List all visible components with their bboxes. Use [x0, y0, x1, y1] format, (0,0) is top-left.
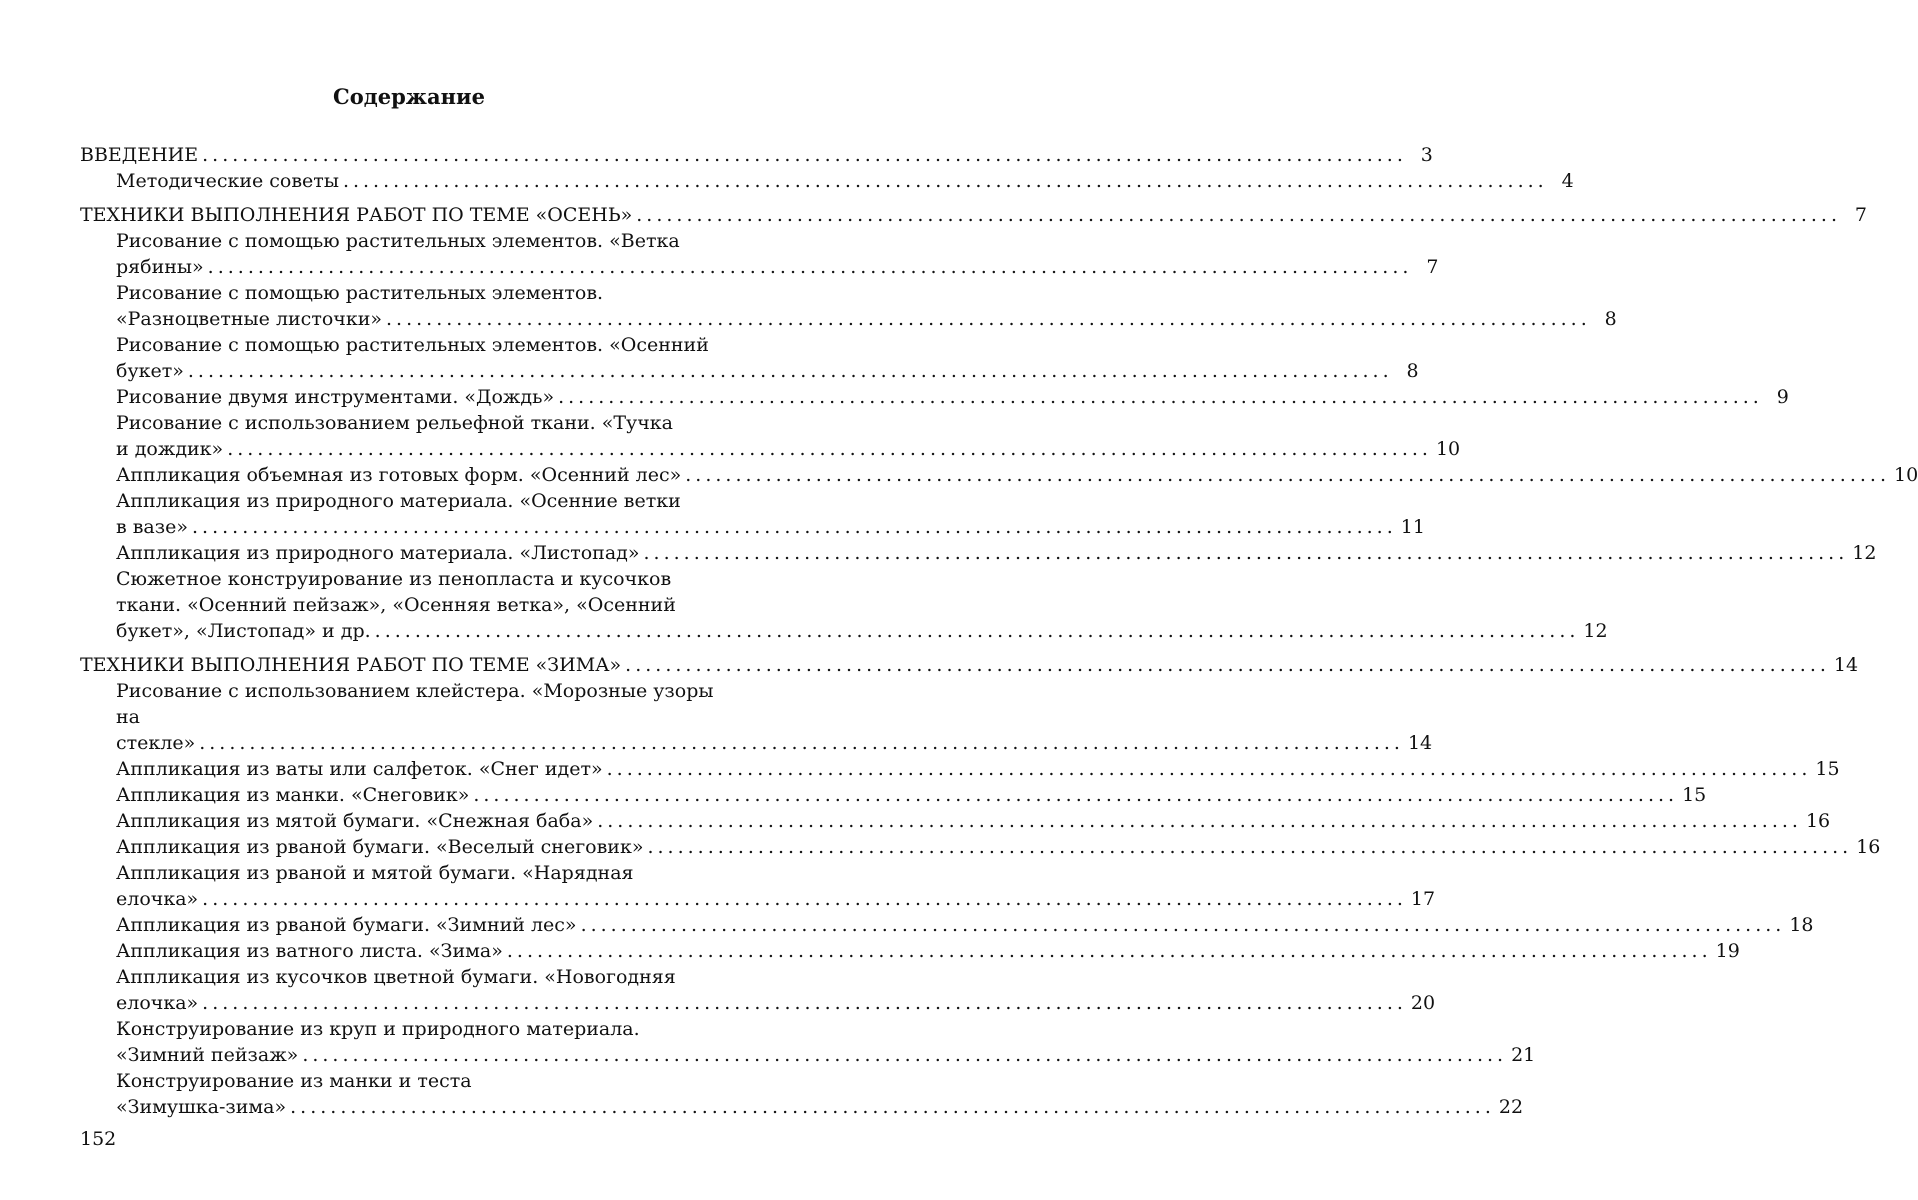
toc-entry-text: «Зимушка-зима» [116, 1096, 287, 1118]
toc-entry-text: Аппликация из мятой бумаги. «Снежная баба» [116, 810, 594, 832]
toc-entry-last-line [116, 990, 1436, 1016]
toc-entry-last-line [116, 730, 1433, 756]
dot-leader: ........................................................................................................................ [202, 992, 1407, 1014]
toc-entry-text-line: Сюжетное конструирование из пенопласта и кусочков [116, 568, 672, 590]
toc-entry-last-line [116, 254, 1439, 280]
toc-page-number: 4 [1561, 170, 1574, 192]
dot-leader: ........................................................................................................................ [290, 1096, 1495, 1118]
toc-entry-text: ТЕХНИКИ ВЫПОЛНЕНИЯ РАБОТ ПО ТЕМЕ «ОСЕНЬ» [80, 204, 633, 226]
dot-leader: ........................................................................................................................ [202, 144, 1407, 166]
toc-entry-text: Методические советы [116, 170, 339, 192]
dot-leader: ........................................................................................................................ [647, 836, 1853, 858]
toc-page-number: 21 [1511, 1044, 1536, 1066]
dot-leader: ........................................................................................................................ [685, 464, 1890, 486]
dot-leader: ........................................................................................................................ [302, 1044, 1508, 1066]
toc-page-number: 7 [1854, 204, 1868, 226]
toc-entry[interactable] [80, 834, 1881, 860]
toc-entry-last-line [116, 834, 1881, 860]
toc-entry[interactable] [80, 808, 1831, 834]
toc-entry-text-line: Рисование с использованием клейстера. «Морозные узоры на [116, 680, 714, 728]
toc-entry-last-line [116, 808, 1831, 834]
toc-entry[interactable] [80, 912, 1814, 938]
toc-entry-text-line: Рисование с помощью растительных элементов. «Ветка [116, 230, 680, 252]
dot-leader: ........................................................................................................................ [374, 620, 1580, 642]
toc-page-number: 22 [1498, 1096, 1524, 1118]
dot-leader: ........................................................................................................................ [558, 386, 1763, 408]
toc-page-number: 3 [1420, 144, 1433, 166]
toc-entry-last-line [116, 938, 1740, 964]
toc-entry[interactable] [80, 332, 1419, 384]
toc-entry-last-line [80, 202, 1868, 228]
toc-page-number: 14 [1833, 654, 1859, 676]
dot-leader: ........................................................................................................................ [636, 204, 1842, 226]
toc-entry[interactable] [80, 756, 1840, 782]
toc-entry-last-line [80, 652, 1859, 678]
toc-entry-last-line [116, 540, 1877, 566]
dot-leader: ........................................................................................................................ [597, 810, 1802, 832]
toc-entry-last-line [116, 168, 1574, 194]
toc-page-number: 12 [1583, 620, 1608, 642]
toc-entry-text: в вазе» [116, 516, 188, 538]
toc-page-number: 18 [1789, 914, 1814, 936]
dot-leader: ........................................................................................................................ [342, 170, 1548, 192]
toc-entry-last-line [116, 886, 1436, 912]
page-title: Содержание [333, 84, 485, 109]
toc-page-number: 15 [1682, 784, 1707, 806]
toc-entry[interactable] [80, 860, 1436, 912]
toc-page-number: 8 [1604, 308, 1617, 330]
toc-page-number: 19 [1715, 940, 1740, 962]
toc-entry-last-line [116, 514, 1425, 540]
toc-entry[interactable] [80, 964, 1436, 1016]
dot-leader: ........................................................................................................................ [606, 758, 1812, 780]
toc-entry-text: букет» [116, 360, 184, 382]
toc-entry-text-line: Аппликация из рваной и мятой бумаги. «Нарядная [116, 862, 634, 884]
toc-page-number: 17 [1410, 888, 1436, 910]
toc-section-heading[interactable] [80, 652, 1859, 678]
toc-section-heading[interactable] [80, 142, 1433, 168]
toc-page-number: 20 [1410, 992, 1436, 1014]
toc-entry[interactable] [80, 540, 1877, 566]
toc-entry-text-line: ткани. «Осенний пейзаж», «Осенняя ветка», «Осенний [116, 594, 676, 616]
toc-entry-text: Аппликация из рваной бумаги. «Зимний лес» [116, 914, 577, 936]
toc-section [80, 142, 1574, 194]
toc-entry-text-line: Рисование с помощью растительных элементов. «Осенний [116, 334, 709, 356]
dot-leader: ........................................................................................................................ [580, 914, 1786, 936]
toc-entry-last-line [116, 384, 1789, 410]
toc-entry[interactable] [80, 462, 1918, 488]
toc-page-number: 16 [1805, 810, 1831, 832]
toc-entry-text: «Разноцветные листочки» [116, 308, 382, 330]
toc-entry-last-line [116, 462, 1918, 488]
dot-leader: ........................................................................................................................ [386, 308, 1591, 330]
dot-leader: ........................................................................................................................ [187, 360, 1393, 382]
toc-entry-text: елочка» [116, 992, 199, 1014]
toc-page-number: 10 [1435, 438, 1461, 460]
toc-entry-text: рябины» [116, 256, 204, 278]
toc-entry-text-line: Конструирование из круп и природного материала. [116, 1018, 640, 1040]
toc-entry-text-line: Аппликация из кусочков цветной бумаги. «Новогодняя [116, 966, 676, 988]
toc-entry[interactable] [80, 938, 1740, 964]
toc-page-number: 11 [1400, 516, 1425, 538]
dot-leader: ........................................................................................................................ [625, 654, 1830, 676]
toc-entry[interactable] [80, 488, 1425, 540]
dot-leader: ........................................................................................................................ [192, 516, 1397, 538]
toc-entry[interactable] [80, 410, 1461, 462]
toc-entry[interactable] [80, 384, 1789, 410]
dot-leader: ........................................................................................................................ [643, 542, 1849, 564]
toc-entry-text: Аппликация из ватного листа. «Зима» [116, 940, 503, 962]
toc-page-number: 14 [1407, 732, 1433, 754]
toc-page-number: 16 [1856, 836, 1881, 858]
toc-entry-text-line: Аппликация из природного материала. «Осенние ветки [116, 490, 681, 512]
toc-section [80, 202, 1918, 644]
toc-entry-text: ВВЕДЕНИЕ [80, 144, 199, 166]
toc-entry-last-line [116, 618, 1608, 644]
toc-entry-last-line [116, 358, 1419, 384]
toc-entry-last-line [116, 306, 1617, 332]
toc-entry[interactable] [80, 1016, 1536, 1068]
dot-leader: ........................................................................................................................ [473, 784, 1679, 806]
toc-entry-text: Аппликация из природного материала. «Листопад» [116, 542, 640, 564]
toc-entry-text: букет», «Листопад» и др. [116, 620, 371, 642]
toc-entry[interactable] [80, 280, 1617, 332]
toc-entry-last-line [116, 1042, 1536, 1068]
dot-leader: ........................................................................................................................ [199, 732, 1404, 754]
toc-entry-last-line [116, 756, 1840, 782]
toc-entry-text: стекле» [116, 732, 196, 754]
toc-entry-text-line: Рисование с помощью растительных элементов. [116, 282, 604, 304]
toc-page-number: 8 [1406, 360, 1419, 382]
toc-entry-text: и дождик» [116, 438, 224, 460]
toc-entry[interactable] [80, 782, 1707, 808]
toc-entry-text: елочка» [116, 888, 199, 910]
toc-entry[interactable] [80, 228, 1439, 280]
page-number: 152 [80, 1128, 117, 1150]
toc-page-number: 10 [1894, 464, 1918, 486]
toc-entry-last-line [116, 912, 1814, 938]
toc-entry-text-line: Рисование с использованием рельефной ткани. «Тучка [116, 412, 673, 434]
toc-entry-text: Аппликация из манки. «Снеговик» [116, 784, 470, 806]
toc-entry-last-line [116, 782, 1707, 808]
toc-entry[interactable] [80, 1068, 1524, 1120]
table-of-contents [80, 142, 1918, 1128]
dot-leader: ........................................................................................................................ [207, 256, 1413, 278]
toc-section [80, 652, 1881, 1120]
toc-entry-last-line [80, 142, 1433, 168]
dot-leader: ........................................................................................................................ [202, 888, 1407, 910]
toc-entry-text-line: Конструирование из манки и теста [116, 1070, 472, 1092]
toc-entry-text: ТЕХНИКИ ВЫПОЛНЕНИЯ РАБОТ ПО ТЕМЕ «ЗИМА» [80, 654, 622, 676]
toc-entry-text: Аппликация объемная из готовых форм. «Осенний лес» [116, 464, 682, 486]
toc-entry-text: Рисование двумя инструментами. «Дождь» [116, 386, 555, 408]
toc-entry-text: «Зимний пейзаж» [116, 1044, 299, 1066]
dot-leader: ........................................................................................................................ [506, 940, 1712, 962]
toc-entry-last-line [116, 1094, 1524, 1120]
toc-section-heading[interactable] [80, 202, 1868, 228]
toc-entry-text: Аппликация из ваты или салфеток. «Снег идет» [116, 758, 603, 780]
dot-leader: ........................................................................................................................ [227, 438, 1432, 460]
toc-page-number: 12 [1852, 542, 1877, 564]
toc-page-number: 9 [1776, 386, 1789, 408]
toc-page-number: 7 [1426, 256, 1439, 278]
toc-entry[interactable] [80, 168, 1574, 194]
toc-page-number: 15 [1815, 758, 1840, 780]
toc-entry[interactable] [80, 566, 1608, 644]
toc-entry-text: Аппликация из рваной бумаги. «Веселый снеговик» [116, 836, 644, 858]
toc-entry-last-line [116, 436, 1461, 462]
toc-entry[interactable] [80, 678, 1433, 756]
